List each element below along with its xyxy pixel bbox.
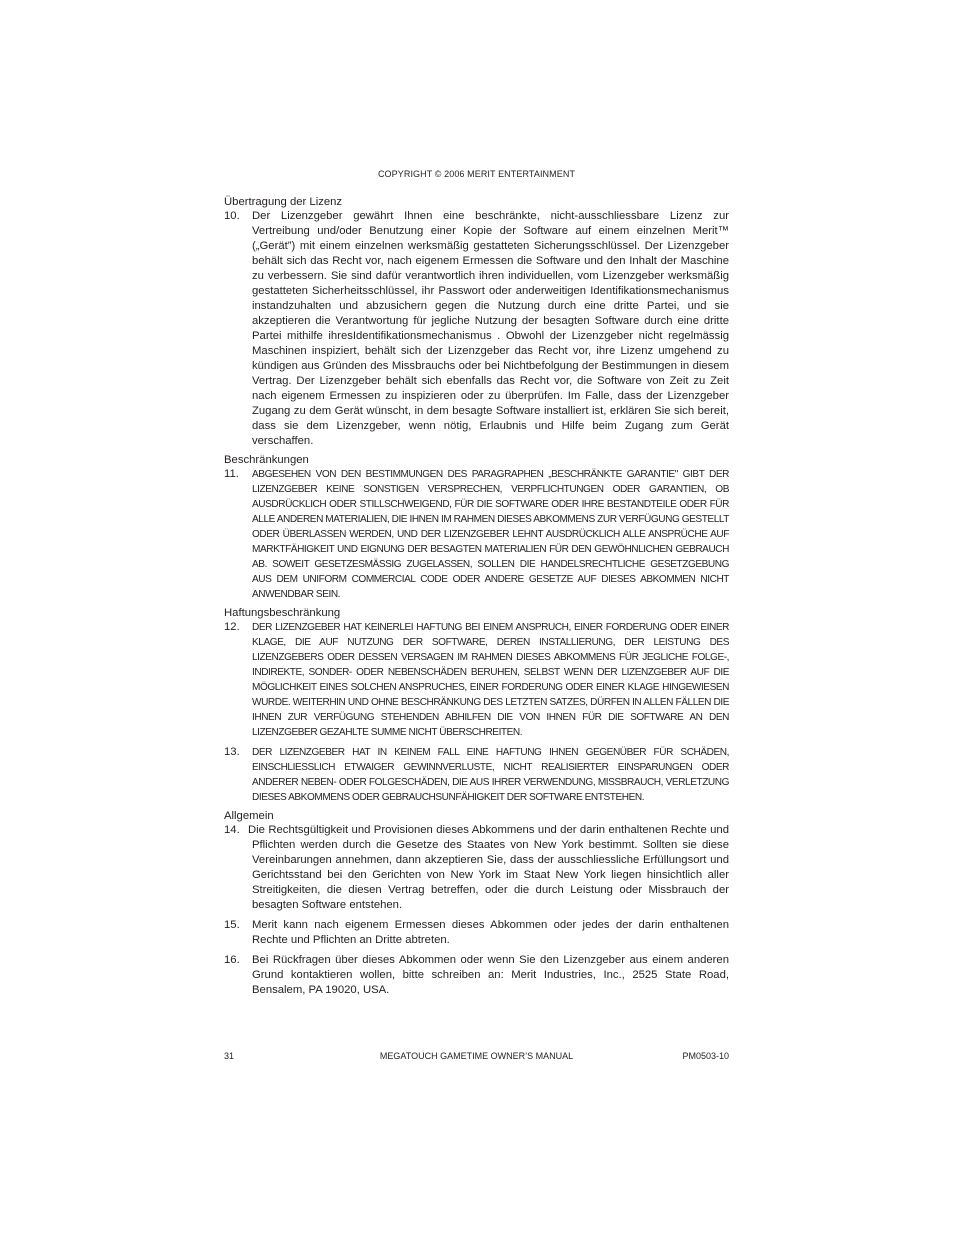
document-code: PM0503-10 bbox=[682, 1051, 729, 1061]
item-text: ABGESEHEN VON DEN BESTIMMUNGEN DES PARAGRAPHEN „BESCHRÄNKTE GARANTIE" GIBT DER LIZENZGEBER KEINE SONSTIGEN VERSPRECHEN, VERPFLICHTUNGEN ODER GARANTIEN, OB AUSDRÜCKLICH ODER STILLSCHWEIGEND, FÜR DIE SOFTWARE ODER IHRE BESTANDTEILE ODER FÜR ALLE ANDEREN MATERIALIEN, DIE IHNEN IM RAHMEN DIESES ABKOMMENS ZUR VERFÜGUNG GESTELLT ODER ÜBERLASSEN WERDEN, UND DER LIZENZGEBER LEHNT AUSDRÜCKLICH ALLE ANSPRÜCHE AUF MARKTFÄHIGKEIT UND EIGNUNG DER BESAGTEN MATERIALIEN FÜR DEN GEWÖHNLICHEN GEBRAUCH AB. SOWEIT GESETZESMÄSSIG ZUGELASSEN, SOLLEN DIE HANDELSRECHTLICHE GESETZGEBUNG AUS DEM UNIFORM COMMERCIAL CODE ODER ANDERE GESETZE AUF DIESES ABKOMMEN NICHT ANWENDBAR SEIN. bbox=[252, 469, 729, 600]
license-body bbox=[224, 195, 729, 998]
list-item-15 bbox=[224, 918, 729, 948]
section-heading-transfer: Übertragung der Lizenz bbox=[224, 196, 343, 208]
list-item-11 bbox=[224, 467, 729, 602]
item-number: 15. bbox=[224, 919, 240, 931]
item-number: 14. bbox=[224, 824, 240, 836]
list-item-16 bbox=[224, 953, 729, 998]
item-number: 12. bbox=[224, 621, 240, 633]
list-item-14 bbox=[224, 823, 729, 913]
list-item-12 bbox=[224, 620, 729, 740]
item-text: Merit kann nach eigenem Ermessen dieses Abkommen oder jedes der darin enthaltenen Rechte und Pflichten an Dritte abtreten. bbox=[252, 919, 729, 946]
item-text: DER LIZENZGEBER HAT KEINERLEI HAFTUNG BEI EINEM ANSPRUCH, EINER FORDERUNG ODER EINER KLAGE, DIE AUF NUTZUNG DER SOFTWARE, DEREN INSTALLIERUNG, DER LEISTUNG DES LIZENZGEBERS ODER DESSEN VERSAGEN IM RAHMEN DIESES ABKOMMENS FÜR JEGLICHE FOLGE-, INDIREKTE, SONDER- ODER NEBENSCHÄDEN BERUHEN, SELBST WENN DER LIZENZGEBER AUF DIE MÖGLICHKEIT EINES SOLCHEN ANSPRUCHES, EINER FORDERUNG ODER EINER KLAGE HINGEWIESEN WURDE. WEITERHIN UND OHNE BESCHRÄNKUNG DES LETZTEN SATZES, DÜRFEN IN ALLEN FÄLLEN DIE IHNEN ZUR VERFÜGUNG STEHENDEN ABHILFEN DIE VON IHNEN FÜR DIE SOFTWARE AN DEN LIZENZGEBER GEZAHLTE SUMME NICHT ÜBERSCHREITEN. bbox=[252, 622, 729, 738]
list-item-13 bbox=[224, 745, 729, 805]
section-heading-general: Allgemein bbox=[224, 810, 274, 822]
item-number: 16. bbox=[224, 954, 240, 966]
item-number: 13. bbox=[224, 746, 240, 758]
section-heading-restrictions: Beschränkungen bbox=[224, 454, 309, 466]
copyright-header: COPYRIGHT © 2006 MERIT ENTERTAINMENT bbox=[377, 169, 576, 179]
item-number: 10. bbox=[224, 210, 240, 222]
list-item-10 bbox=[224, 209, 729, 449]
item-text: Die Rechtsgültigkeit und Provisionen dieses Abkommens und der darin enthaltenen Rechte und Pflichten werden durch die Gesetze des Staates von New York bestimmt. Sollten sie diese Vereinbarungen annehmen, dann akzeptieren Sie, dass der ausschliessliche Erfüllungsort und Gerichtsstand bei den Gerichten von New York im Staat New York liegen hinsichtlich aller Streitigkeiten, die diesen Vertrag betreffen, oder die durch Leistung oder Missbrauch der besagten Software entstehen. bbox=[248, 824, 729, 911]
item-text: Der Lizenzgeber gewährt Ihnen eine beschränkte, nicht-ausschliessbare Lizenz zur Vertreibung und/oder Benutzung einer Kopie der Software auf einem einzelnen Merit™ („Gerät”) mit einem einzelnen werksmäßig gestatteten Sicherungsschlüssel. Der Lizenzgeber behält sich das Recht vor, nach eigenem Ermessen die Software und den Inhalt der Maschine zu verbessern. Sie sind dafür verantwortlich ihren individuellen, vom Lizenzgeber werksmäßig gestatteten Sicherheitsschlüssel, ihr Passwort oder anderweitigen Identifikationsmechanismus instandzuhalten und abzusichern gegen die Nutzung durch eine dritte Partei, und sie akzeptieren die Verantwortung für jegliche Nutzung der besagten Software durch eine dritte Partei mithilfe ihresIdentifikationsmechanismus . Obwohl der Lizenzgeber nicht regelmässig Maschinen inspiziert, behält sich der Lizenzgeber das Recht vor, ihre Lizenz umgehend zu kündigen aus Gründen des Missbrauchs oder bei Nichtbefolgung der Bestimmungen in diesem Vertrag. Der Lizenzgeber behält sich ebenfalls das Recht vor, die Software von Zeit zu Zeit nach eigenem Ermessen zu inspizieren oder zu überprüfen. Im Falle, dass der Lizenzgeber Zugang zu dem Gerät wünscht, in dem besagte Software installiert ist, erklären Sie sich bereit, dass sie dem Lizenzgeber, wenn nötig, Erlaubnis und Hilfe beim Zugang zum Gerät verschaffen. bbox=[252, 210, 729, 447]
section-heading-liability: Haftungsbeschränkung bbox=[224, 607, 341, 619]
page-number: 31 bbox=[224, 1051, 235, 1061]
item-text: DER LIZENZGEBER HAT IN KEINEM FALL EINE HAFTUNG IHNEN GEGENÜBER FÜR SCHÄDEN, EINSCHLIESSLICH ETWAIGER GEWINNVERLUSTE, NICHT REALISIERTER EINSPARUNGEN ODER ANDERER NEBEN- ODER FOLGESCHÄDEN, DIE AUS IHRER VERWENDUNG, MISSBRAUCH, VERLETZUNG DIESES ABKOMMENS ODER GEBRAUCHSUNFÄHIGKEIT DER SOFTWARE ENTSTEHEN. bbox=[252, 747, 729, 803]
item-text: Bei Rückfragen über dieses Abkommen oder wenn Sie den Lizenzgeber aus einem anderen Grund kontaktieren wollen, bitte schreiben an: Merit Industries, Inc., 2525 State Road, Bensalem, PA 19020, USA. bbox=[252, 954, 729, 996]
item-number: 11. bbox=[224, 468, 239, 480]
manual-title: MEGATOUCH GAMETIME OWNER’S MANUAL bbox=[379, 1051, 574, 1061]
